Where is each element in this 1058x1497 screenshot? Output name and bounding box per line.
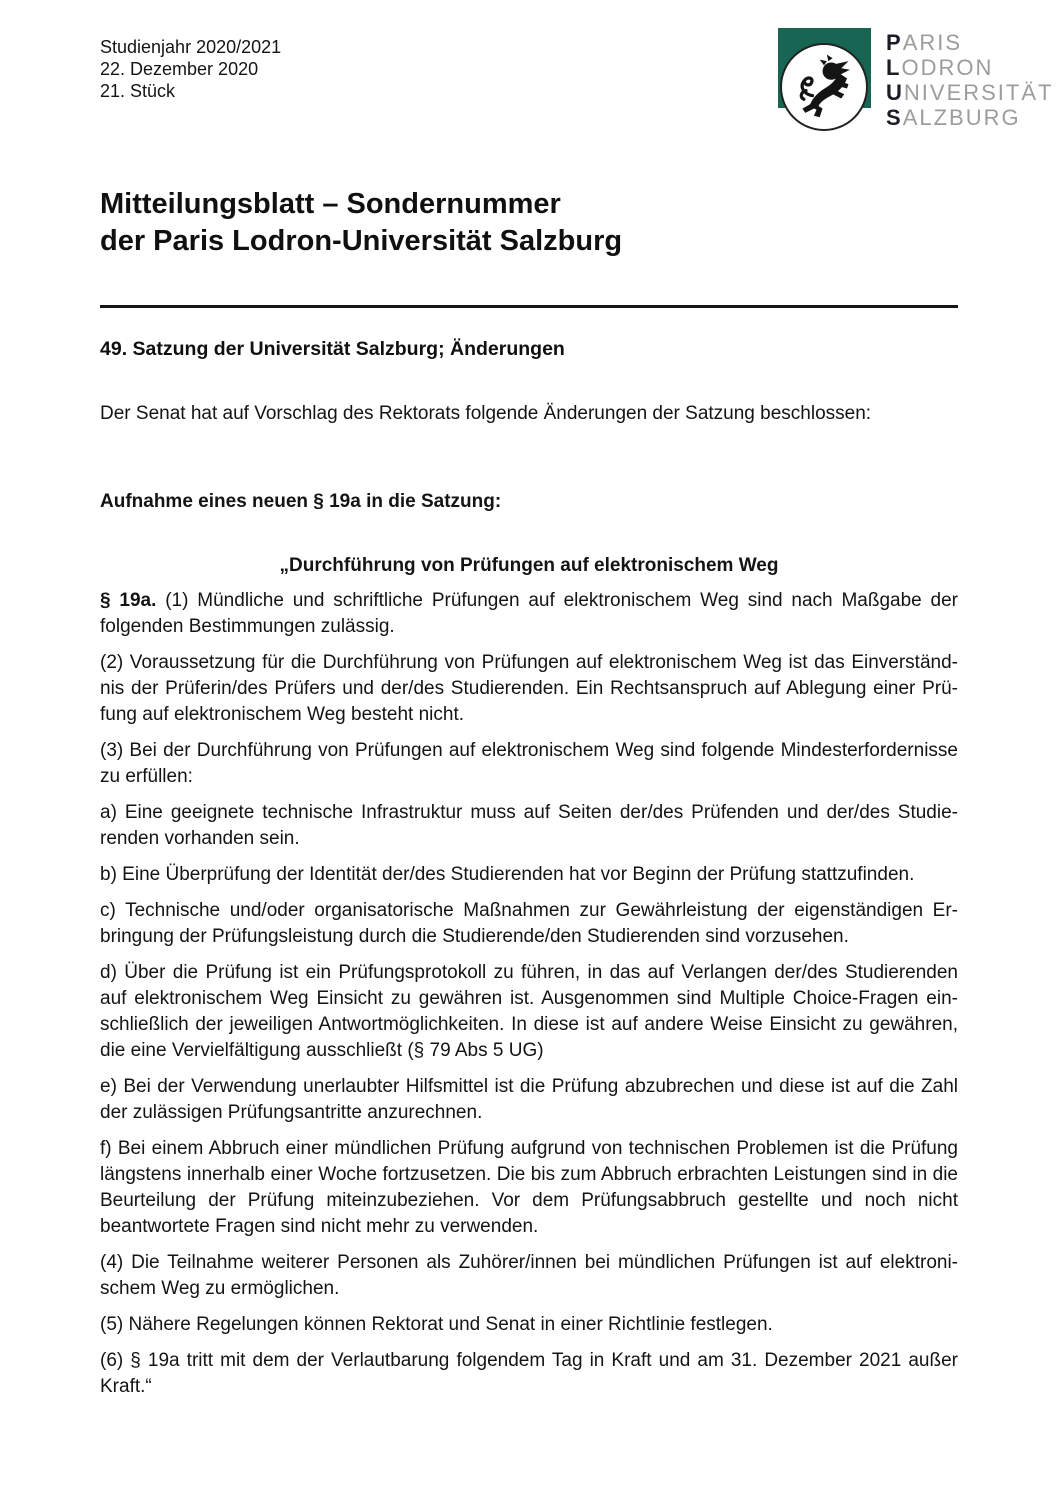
- paragraph-2: (2) Voraussetzung für die Durchführung von Prüfungen auf elektronischem Weg ist das Einverständnis der Prüferin/des Prüfers und der/des Studierenden. Ein Rechtsanspruch auf Ablegung einer Prüfung auf elektronischem Weg besteht nicht.: [100, 652, 958, 725]
- wordmark-rest: ODRON: [901, 55, 994, 80]
- paragraph-c: c) Technische und/oder organisatorische Maßnahmen zur Gewährleistung der eigenständigen Erbringung der Prüfungsleistung durch die Studierende/den Studierenden sind vorzusehen.: [100, 900, 958, 947]
- paragraph-a: a) Eine geeignete technische Infrastruktur muss auf Seiten der/des Prüfenden und der/des Studierenden vorhanden sein.: [100, 802, 958, 849]
- paragraph-s19a-1: [100, 588, 958, 640]
- wordmark-initial: L: [886, 55, 902, 80]
- divider: [100, 305, 958, 308]
- quote-heading: „Durchführung von Prüfungen auf elektronischem Weg: [279, 555, 779, 576]
- wordmark-rest: ARIS: [902, 30, 963, 55]
- page-title: [100, 186, 958, 260]
- wordmark-initial: U: [886, 80, 904, 105]
- section-heading: 49. Satzung der Universität Salzburg; Änderungen: [100, 338, 565, 360]
- paragraph-5: (5) Nähere Regelungen können Rektorat und Senat in einer Richtlinie festlegen.: [100, 1314, 773, 1335]
- subheading-paragraph: Aufnahme eines neuen § 19a in die Satzung:: [100, 491, 502, 512]
- s19a-text: (1) Mündliche und schriftliche Prüfungen auf elektronischem Weg sind nach Maßgabe der folgenden Bestimmungen zulässig.: [100, 590, 959, 637]
- paragraph-b: b) Eine Überprüfung der Identität der/des Studierenden hat vor Beginn der Prüfung stattzufinden.: [100, 864, 915, 885]
- meta-stueck: 21. Stück: [100, 81, 176, 101]
- meta-date: 22. Dezember 2020: [100, 59, 259, 79]
- paragraph-e: e) Bei der Verwendung unerlaubter Hilfsmittel ist die Prüfung abzubrechen und diese ist auf die Zahl der zulässigen Prüfungsantritte anzurechnen.: [100, 1076, 958, 1123]
- paragraph-6: (6) § 19a tritt mit dem der Verlautbarung folgendem Tag in Kraft und am 31. Dezember 2021 außer Kraft.“: [100, 1350, 958, 1397]
- page-content: [100, 36, 958, 1400]
- page-title-line2: der Paris Lodron-Universität Salzburg: [100, 225, 623, 257]
- intro-paragraph: Der Senat hat auf Vorschlag des Rektorats folgende Änderungen der Satzung beschlossen:: [100, 403, 872, 424]
- paragraph-3: (3) Bei der Durchführung von Prüfungen auf elektronischem Weg sind folgende Mindesterfordernisse zu erfüllen:: [100, 740, 958, 787]
- s19a-label: § 19a.: [100, 590, 157, 611]
- page-title-line1: Mitteilungsblatt – Sondernummer: [100, 188, 561, 220]
- paragraph-f: f) Bei einem Abbruch einer mündlichen Prüfung aufgrund von technischen Problemen ist die Prüfung längstens innerhalb einer Woche fortzusetzen. Die bis zum Abbruch erbrachten Leistungen sind in die Beurteilung der Prüfung miteinzubeziehen. Vor dem Prüfungsabbruch gestellte und noch nicht beantwortete Fragen sind nicht mehr zu verwenden.: [100, 1138, 958, 1237]
- paragraph-d: d) Über die Prüfung ist ein Prüfungsprotokoll zu führen, in das auf Verlangen der/des Studierenden auf elektronischem Weg Einsicht zu gewähren ist. Ausgenommen sind Multiple Choice-Fragen einschließlich der jeweiligen Antwortmöglichkeiten. In diese ist auf andere Weise Einsicht zu gewähren, die eine Vervielfältigung ausschließt (§ 79 Abs 5 UG): [100, 962, 958, 1061]
- wordmark-rest: ALZBURG: [902, 105, 1021, 130]
- wordmark-initial: S: [886, 105, 903, 130]
- issue-meta: [100, 36, 958, 102]
- meta-studienjahr: Studienjahr 2020/2021: [100, 37, 282, 57]
- wordmark-rest: NIVERSITÄT: [903, 80, 1054, 105]
- wordmark-initial: P: [886, 30, 903, 55]
- paragraph-4: (4) Die Teilnahme weiterer Personen als Zuhörer/innen bei mündlichen Prüfungen ist auf elektronischem Weg zu ermöglichen.: [100, 1252, 958, 1299]
